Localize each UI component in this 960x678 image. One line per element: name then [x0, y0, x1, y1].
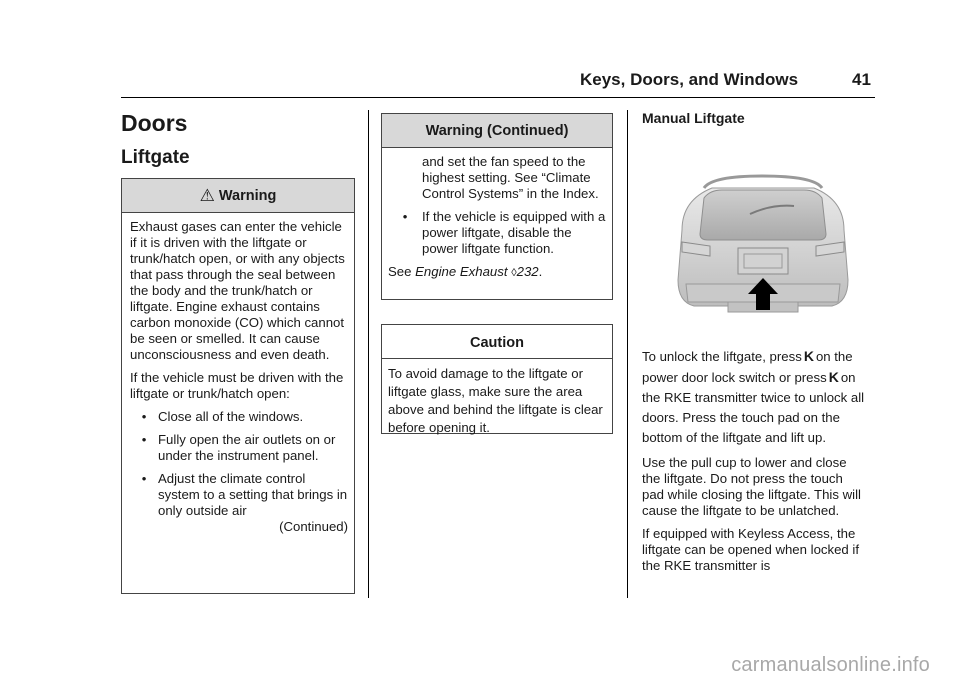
unlock-key-icon: K: [803, 348, 814, 364]
manual-liftgate-paragraph-3: If equipped with Keyless Access, the liftgate can be opened when locked if the RKE transmitter is: [642, 526, 860, 573]
continued-label: (Continued): [279, 519, 348, 534]
warning-bullet-3: Adjust the climate control system to a setting that brings in only outside air: [158, 471, 348, 518]
section-title-manual-liftgate: Manual Liftgate: [642, 110, 745, 126]
manual-liftgate-paragraph-2: Use the pull cup to lower and close the liftgate. Do not press the touch pad while closing the liftgate. This will cause the liftgate to be unlatched.: [642, 455, 861, 518]
warning-paragraph-2: If the vehicle must be driven with the liftgate or trunk/hatch open:: [130, 370, 344, 401]
subsection-title-liftgate: Liftgate: [121, 147, 190, 168]
warning-continued-header: Warning (Continued): [382, 114, 612, 148]
see-reference: See Engine Exhaust ◊232.: [388, 264, 543, 279]
list-item: • Close all of the windows.: [141, 409, 304, 424]
liftgate-illustration: [652, 152, 874, 324]
unlock-key-icon: K: [828, 369, 839, 385]
caution-box: [381, 324, 613, 434]
list-item: • If the vehicle is equipped with a power liftgate, disable the power liftgate function.: [402, 209, 606, 256]
page-number: 41: [852, 70, 871, 89]
column-divider-1: [368, 110, 369, 598]
warning-triangle-icon: ⚠: [199, 186, 215, 205]
vehicle-rear-illustration: [652, 152, 874, 324]
section-title-doors: Doors: [121, 110, 188, 136]
see-reference-page[interactable]: 232: [516, 264, 539, 279]
warning-bullet-2: Fully open the air outlets on or under the instrument panel.: [158, 432, 336, 463]
caution-text: To avoid damage to the liftgate or liftgate glass, make sure the area above and behind the liftgate is clear before opening it.: [388, 366, 603, 435]
watermark: carmanualsonline.info: [731, 654, 930, 676]
warning-paragraph-1: Exhaust gases can enter the vehicle if it is driven with the liftgate or trunk/hatch open, or with any objects that pass through the seal between the body and the trunk/hatch or liftgate. Engine exhaust contains carbon monoxide (CO) which cannot be seen or smelled. It can cause unconsciousness and even death.: [130, 219, 345, 362]
page-reference-icon: ◊: [511, 267, 517, 279]
caution-heading: Caution: [382, 325, 612, 359]
warning-heading: Warning: [218, 188, 277, 204]
warning-continued-body: [382, 148, 612, 281]
warning-body: [122, 213, 354, 535]
warning-box: [121, 178, 355, 594]
manual-liftgate-body: [642, 346, 868, 581]
manual-liftgate-paragraph-1: To unlock the liftgate, press K on the power door lock switch or press K on the RKE transmitter twice to unlock all doors. Press the touch pad on the bottom of the liftgate and lift up.: [642, 348, 865, 445]
warning-continued-box: [381, 113, 613, 300]
warning-box-header: [122, 179, 354, 213]
warning-continued-text: and set the fan speed to the highest setting. See “Climate Control Systems” in the Index.: [422, 154, 599, 201]
see-reference-link[interactable]: Engine Exhaust: [415, 264, 508, 279]
column-divider-2: [627, 110, 628, 598]
warning-bullet-1: Close all of the windows.: [158, 409, 304, 424]
running-header-title: Keys, Doors, and Windows: [580, 70, 799, 89]
list-item: • Fully open the air outlets on or under the instrument panel.: [130, 432, 348, 464]
warning-continued-bullet: If the vehicle is equipped with a power liftgate, disable the power liftgate function.: [422, 209, 606, 256]
list-item: • Adjust the climate control system to a setting that brings in only outside air: [141, 471, 348, 518]
header-divider: [121, 97, 875, 98]
